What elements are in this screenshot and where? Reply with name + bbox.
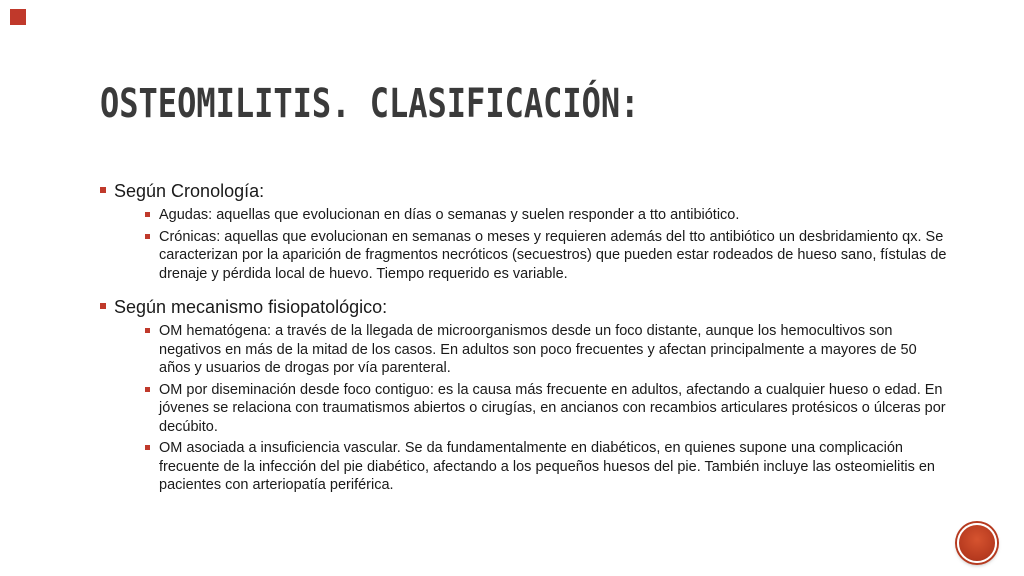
list-item-text: Agudas: aquellas que evolucionan en días o semanas y suelen responder a tto antibiótico. <box>159 207 740 223</box>
mechanism-list <box>100 322 950 495</box>
section-heading-mechanism <box>100 296 950 318</box>
square-bullet-icon <box>145 387 150 392</box>
list-item <box>100 228 950 284</box>
list-item-text: Crónicas: aquellas que evolucionan en semanas o meses y requieren además del tto antibiótico un desbridamiento qx. Se caracterizan por la aparición de fragmentos necróticos (secuestros) que pueden estar rodeados de hueso sano, fístulas de drenaje y pérdida local de huevo. Tiempo requerido es variable. <box>159 228 947 282</box>
section-heading-chronology <box>100 180 950 202</box>
corner-accent-square <box>10 9 26 25</box>
square-bullet-icon <box>100 303 106 309</box>
section-heading-text: Según mecanismo fisiopatológico: <box>114 297 388 317</box>
list-item <box>100 381 950 437</box>
list-item <box>100 322 950 378</box>
list-item <box>100 439 950 495</box>
slide-title: OSTEOMILITIS. CLASIFICACIÓN: <box>100 81 640 127</box>
list-item-text: OM por diseminación desde foco contiguo: es la causa más frecuente en adultos, afectando a cualquier hueso o edad. En jóvenes se relaciona con traumatismos abiertos o cirugías, en ancianos con recambios articulares protésicos o úlceras por decúbito. <box>159 381 946 435</box>
square-bullet-icon <box>145 212 150 217</box>
list-item-text: OM hematógena: a través de la llegada de microorganismos desde un foco distante, aunque los hemocultivos son negativos en más de la mitad de los casos. En adultos son poco frecuentes y afectan principalmente a mayores de 50 años y usuarios de drogas por vía parenteral. <box>159 323 917 376</box>
chronology-list <box>100 206 950 283</box>
square-bullet-icon <box>145 234 150 239</box>
square-bullet-icon <box>145 445 150 450</box>
list-item <box>100 206 950 225</box>
square-bullet-icon <box>145 328 150 333</box>
slide-number-badge <box>957 523 997 563</box>
slide-content <box>100 180 950 498</box>
section-heading-text: Según Cronología: <box>114 181 265 201</box>
list-item-text: OM asociada a insuficiencia vascular. Se da fundamentalmente en diabéticos, en quienes supone una complicación frecuente de la infección del pie diabético, afectando a los pequeños huesos del pie. También incluye las osteomielitis en pacientes con arteriopatía periférica. <box>159 440 935 493</box>
square-bullet-icon <box>100 187 106 193</box>
